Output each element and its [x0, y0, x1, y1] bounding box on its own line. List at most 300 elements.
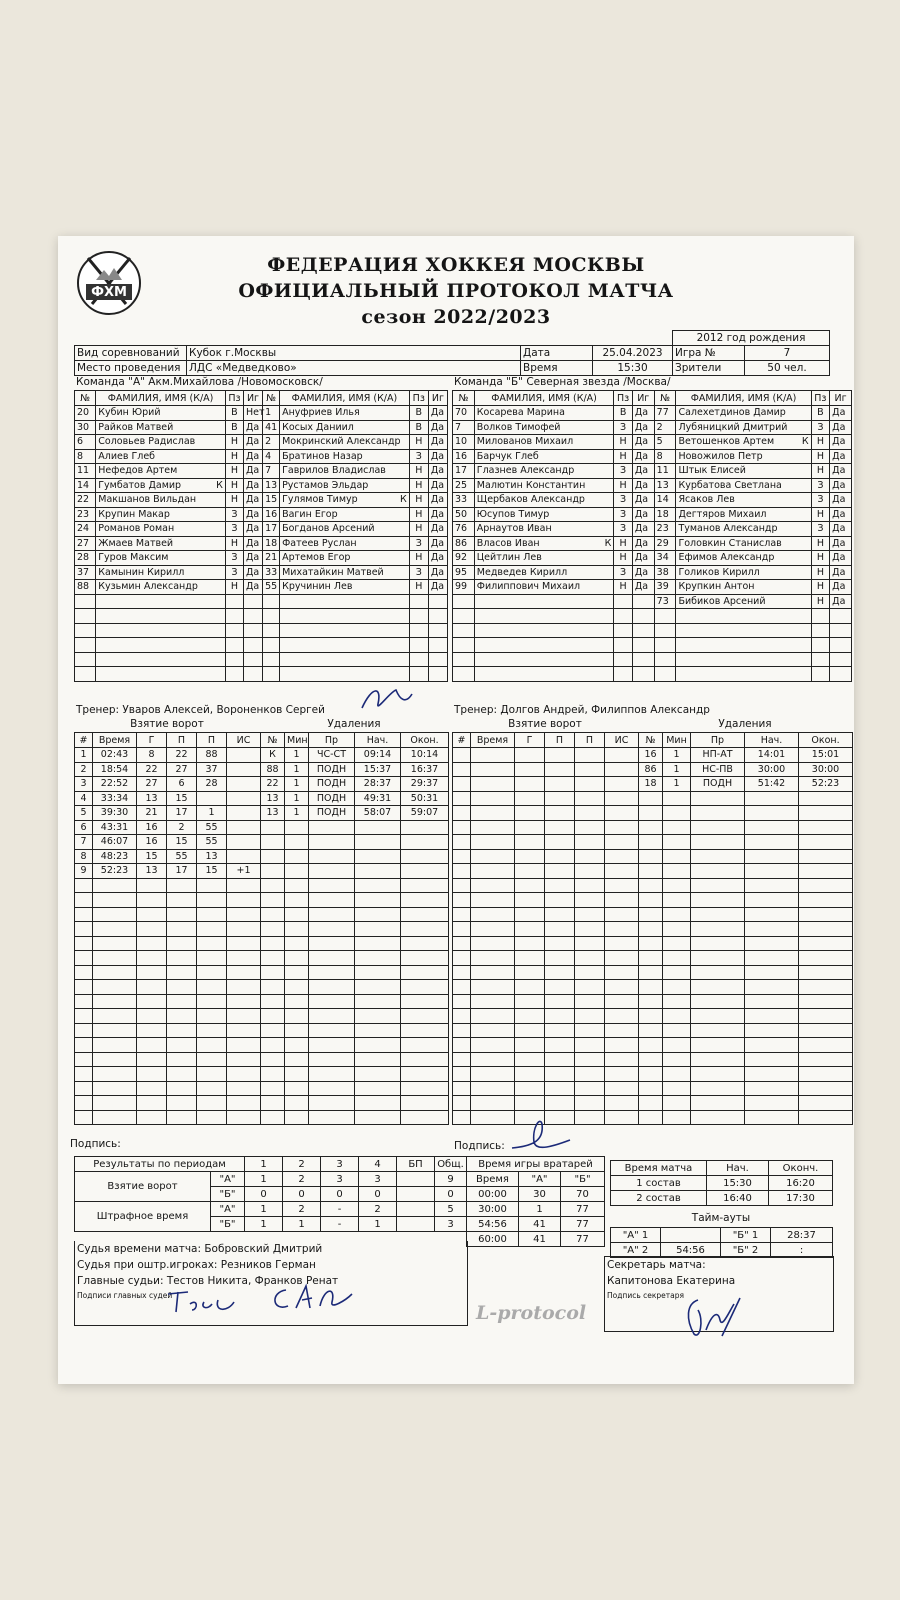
empty-cell: [691, 835, 745, 850]
player-name: Кубин Юрий: [96, 406, 226, 421]
empty-cell: [96, 667, 226, 682]
empty-cell: [663, 1067, 691, 1082]
roster-row: [75, 667, 448, 682]
table-cell: 50:31: [401, 791, 449, 806]
penalty-row: [639, 1009, 853, 1024]
empty-cell: [137, 907, 167, 922]
empty-cell: [515, 864, 545, 879]
empty-cell: [471, 748, 515, 763]
empty-cell: [285, 849, 309, 864]
penalty-row: [261, 980, 449, 995]
column-header: П: [167, 733, 197, 748]
empty-cell: [167, 1110, 197, 1125]
empty-cell: [605, 907, 639, 922]
player-name: Волков Тимофей: [474, 420, 614, 435]
roster-row: [453, 478, 852, 493]
empty-cell: [575, 791, 605, 806]
pos-header: Пз: [614, 391, 633, 406]
player-position: Н: [811, 536, 830, 551]
goal-row: [75, 762, 261, 777]
goal-row: [453, 806, 639, 821]
player-name: Милованов Михаил: [474, 435, 614, 450]
player-number: 13: [263, 478, 280, 493]
table-cell: 15: [167, 791, 197, 806]
empty-cell: [401, 1081, 449, 1096]
empty-cell: [799, 791, 853, 806]
empty-cell: [401, 965, 449, 980]
player-position: З: [614, 522, 633, 537]
player-played: Да: [428, 464, 447, 479]
goalie-cell: 00:00: [467, 1187, 519, 1202]
empty-cell: [261, 1052, 285, 1067]
player-number: 7: [263, 464, 280, 479]
roster-row: [453, 420, 852, 435]
penalty-row: [261, 1023, 449, 1038]
player-number: 6: [75, 435, 96, 450]
empty-cell: [261, 922, 285, 937]
empty-cell: [639, 965, 663, 980]
empty-cell: [401, 1009, 449, 1024]
player-number: 14: [75, 478, 96, 493]
empty-cell: [263, 594, 280, 609]
empty-cell: [197, 936, 227, 951]
empty-cell: [428, 667, 447, 682]
empty-cell: [453, 1023, 471, 1038]
player-position: З: [614, 420, 633, 435]
player-played: Да: [830, 594, 852, 609]
empty-cell: [691, 1110, 745, 1125]
empty-cell: [676, 667, 811, 682]
goalie-time-table: [466, 1156, 605, 1247]
empty-cell: [471, 1009, 515, 1024]
empty-cell: [799, 965, 853, 980]
empty-cell: [309, 1023, 355, 1038]
empty-cell: [75, 1096, 93, 1111]
empty-cell: [453, 748, 471, 763]
player-played: Да: [243, 507, 262, 522]
empty-cell: [401, 922, 449, 937]
empty-cell: [75, 1052, 93, 1067]
team-b-coach: Тренер: Долгов Андрей, Филиппов Александр: [454, 704, 710, 716]
goal-row: [75, 1110, 261, 1125]
empty-cell: [691, 791, 745, 806]
empty-cell: [96, 609, 226, 624]
empty-cell: [263, 652, 280, 667]
period-results-table: [74, 1156, 467, 1232]
empty-cell: [401, 1067, 449, 1082]
player-name: Туманов Александр: [676, 522, 811, 537]
empty-cell: [428, 609, 447, 624]
empty-cell: [745, 849, 799, 864]
secretary-signature: [678, 1290, 748, 1344]
empty-cell: [453, 965, 471, 980]
player-position: З: [811, 493, 830, 508]
goalie-cell: 54:56: [467, 1217, 519, 1232]
captain-mark: К: [216, 479, 223, 491]
empty-cell: [654, 609, 676, 624]
period-3-header: 3: [321, 1157, 359, 1172]
empty-cell: [137, 1009, 167, 1024]
empty-cell: [605, 878, 639, 893]
empty-cell: [515, 878, 545, 893]
empty-cell: [515, 1038, 545, 1053]
goal-row: [453, 1067, 639, 1082]
empty-cell: [285, 864, 309, 879]
empty-cell: [453, 878, 471, 893]
empty-cell: [575, 762, 605, 777]
period-1-header: 1: [245, 1157, 283, 1172]
player-position: З: [225, 565, 243, 580]
player-position: Н: [614, 551, 633, 566]
goalie-col: Время: [467, 1172, 519, 1187]
empty-cell: [167, 1009, 197, 1024]
player-position: Н: [409, 551, 428, 566]
player-number: 25: [453, 478, 475, 493]
table-cell: 16: [137, 820, 167, 835]
empty-cell: [471, 893, 515, 908]
empty-cell: [811, 638, 830, 653]
empty-cell: [309, 1009, 355, 1024]
empty-cell: [639, 878, 663, 893]
player-position: Н: [811, 507, 830, 522]
empty-cell: [227, 878, 261, 893]
penalty-row: [639, 835, 853, 850]
timeout-b-2-label: "Б" 2: [721, 1243, 771, 1258]
empty-cell: [453, 835, 471, 850]
empty-cell: [663, 965, 691, 980]
empty-cell: [93, 907, 137, 922]
goal-row: [75, 864, 261, 879]
empty-cell: [663, 980, 691, 995]
empty-cell: [309, 1067, 355, 1082]
empty-cell: [639, 994, 663, 1009]
empty-cell: [605, 951, 639, 966]
empty-cell: [474, 667, 614, 682]
empty-cell: [575, 893, 605, 908]
total-header: Общ.: [435, 1157, 467, 1172]
empty-cell: [285, 1096, 309, 1111]
empty-cell: [745, 1023, 799, 1038]
player-name: Фатеев Руслан: [280, 536, 410, 551]
player-played: Да: [428, 522, 447, 537]
empty-cell: [453, 1009, 471, 1024]
empty-cell: [830, 652, 852, 667]
table-cell: 28:37: [355, 777, 401, 792]
empty-cell: [691, 864, 745, 879]
column-header: Окон.: [401, 733, 449, 748]
penalty-row: [639, 748, 853, 763]
empty-cell: [167, 980, 197, 995]
player-position: Н: [225, 449, 243, 464]
table-cell: 22: [261, 777, 285, 792]
goal-row: [75, 936, 261, 951]
empty-cell: [285, 1067, 309, 1082]
main-referees: Главные судьи: Тестов Никита, Франков Ренат: [77, 1275, 339, 1287]
empty-cell: [691, 1023, 745, 1038]
player-name: Курбатова Светлана: [676, 478, 811, 493]
player-name: Макшанов Вильдан: [96, 493, 226, 508]
player-played: Да: [632, 435, 654, 450]
goalie-title: Время игры вратарей: [467, 1157, 605, 1172]
penalty-row: [639, 1110, 853, 1125]
player-played: Нет: [243, 406, 262, 421]
team-a-pens-table: [260, 732, 449, 1125]
player-played: Да: [243, 565, 262, 580]
empty-cell: [453, 806, 471, 821]
roster-row: [453, 522, 852, 537]
empty-cell: [197, 907, 227, 922]
empty-cell: [605, 835, 639, 850]
empty-cell: [243, 638, 262, 653]
empty-cell: [605, 936, 639, 951]
empty-cell: [261, 1023, 285, 1038]
empty-cell: [167, 922, 197, 937]
empty-cell: [137, 965, 167, 980]
empty-cell: [471, 762, 515, 777]
roster-row: [75, 464, 448, 479]
goal-row: [75, 994, 261, 1009]
empty-cell: [167, 994, 197, 1009]
empty-cell: [545, 1096, 575, 1111]
player-position: В: [225, 406, 243, 421]
captain-mark: К: [399, 494, 407, 506]
penalty-row: [639, 893, 853, 908]
secretary-name: Капитонова Екатерина: [607, 1275, 736, 1287]
player-played: Да: [243, 522, 262, 537]
empty-cell: [605, 806, 639, 821]
empty-cell: [93, 951, 137, 966]
player-played: Да: [830, 420, 852, 435]
empty-cell: [471, 878, 515, 893]
table-cell: 15:37: [355, 762, 401, 777]
empty-cell: [474, 652, 614, 667]
empty-cell: [575, 980, 605, 995]
empty-cell: [605, 1067, 639, 1082]
empty-cell: [261, 965, 285, 980]
table-cell: ЧС-СТ: [309, 748, 355, 763]
player-number: 30: [75, 420, 96, 435]
table-cell: 55: [197, 835, 227, 850]
goal-row: [453, 922, 639, 937]
team-a-label: "А": [211, 1202, 245, 1217]
roster-row: [453, 406, 852, 421]
goal-row: [75, 849, 261, 864]
empty-cell: [309, 1038, 355, 1053]
goalie-row: [467, 1187, 605, 1202]
empty-cell: [261, 1009, 285, 1024]
played-header: Иг: [632, 391, 654, 406]
table-cell: 1: [663, 777, 691, 792]
player-name: Головкин Станислав: [676, 536, 811, 551]
player-number: 11: [75, 464, 96, 479]
empty-cell: [632, 638, 654, 653]
empty-cell: [167, 1038, 197, 1053]
goal-row: [75, 835, 261, 850]
results-title: Результаты по периодам: [75, 1157, 245, 1172]
empty-cell: [285, 1052, 309, 1067]
table-cell: 30:00: [745, 762, 799, 777]
table-cell: 27: [167, 762, 197, 777]
roster-row: [453, 667, 852, 682]
empty-cell: [639, 980, 663, 995]
roster-row: [453, 435, 852, 450]
shift-end: 17:30: [769, 1191, 833, 1206]
empty-cell: [515, 791, 545, 806]
empty-cell: [355, 1096, 401, 1111]
empty-cell: [545, 835, 575, 850]
player-number: 77: [654, 406, 676, 421]
empty-cell: [355, 922, 401, 937]
goalie-cell: 77: [561, 1202, 605, 1217]
empty-cell: [811, 623, 830, 638]
player-name: Ануфриев Илья: [280, 406, 410, 421]
penalty-row: [261, 965, 449, 980]
penalty-row: [261, 1052, 449, 1067]
shift-start: 16:40: [707, 1191, 769, 1206]
empty-cell: [474, 609, 614, 624]
empty-cell: [745, 893, 799, 908]
penalty-row: [639, 878, 853, 893]
team-b-sign-label: Подпись:: [454, 1140, 505, 1152]
empty-cell: [614, 667, 633, 682]
penalty-row: [639, 806, 853, 821]
player-number: 29: [654, 536, 676, 551]
player-position: Н: [614, 536, 633, 551]
player-number: 23: [75, 507, 96, 522]
timeout-b-1-time: 28:37: [771, 1228, 833, 1243]
table-cell: 15: [167, 835, 197, 850]
empty-cell: [227, 1052, 261, 1067]
team-b-goals-table: [452, 732, 639, 1125]
empty-cell: [93, 1110, 137, 1125]
empty-cell: [515, 1081, 545, 1096]
empty-cell: [614, 638, 633, 653]
goals-a-cell: 3: [359, 1172, 397, 1187]
goals-b-cell: 0: [359, 1187, 397, 1202]
empty-cell: [663, 1009, 691, 1024]
empty-cell: [605, 762, 639, 777]
empty-cell: [280, 638, 410, 653]
empty-cell: [167, 951, 197, 966]
player-number: 34: [654, 551, 676, 566]
player-name: Ветошенков Артем К: [676, 435, 811, 450]
player-played: Да: [632, 493, 654, 508]
empty-cell: [401, 820, 449, 835]
empty-cell: [575, 806, 605, 821]
referees-sign-label: Подписи главных судей: [77, 1291, 173, 1300]
empty-cell: [639, 1023, 663, 1038]
goal-row: [453, 951, 639, 966]
empty-cell: [309, 965, 355, 980]
player-name: Мокринский Александр: [280, 435, 410, 450]
column-header: Г: [515, 733, 545, 748]
table-cell: 16: [639, 748, 663, 763]
empty-cell: [197, 878, 227, 893]
player-played: Да: [830, 493, 852, 508]
goal-row: [75, 748, 261, 763]
date-value: 25.04.2023: [593, 346, 673, 361]
empty-cell: [745, 1067, 799, 1082]
empty-cell: [453, 994, 471, 1009]
empty-cell: [75, 652, 96, 667]
empty-cell: [691, 994, 745, 1009]
player-name: Алиев Глеб: [96, 449, 226, 464]
empty-cell: [545, 907, 575, 922]
empty-cell: [167, 893, 197, 908]
table-cell: ПОДН: [309, 762, 355, 777]
player-position: Н: [225, 580, 243, 595]
empty-cell: [93, 1067, 137, 1082]
empty-cell: [545, 849, 575, 864]
player-number: 10: [453, 435, 475, 450]
empty-cell: [137, 1052, 167, 1067]
player-number: 21: [263, 551, 280, 566]
empty-cell: [799, 922, 853, 937]
empty-cell: [575, 1096, 605, 1111]
player-played: Да: [632, 522, 654, 537]
empty-cell: [575, 1081, 605, 1096]
empty-cell: [575, 864, 605, 879]
roster-row: [75, 565, 448, 580]
player-number: 13: [654, 478, 676, 493]
empty-cell: [428, 623, 447, 638]
empty-cell: [401, 1110, 449, 1125]
empty-cell: [654, 623, 676, 638]
empty-cell: [355, 1009, 401, 1024]
player-number: 22: [75, 493, 96, 508]
empty-cell: [197, 951, 227, 966]
empty-cell: [745, 878, 799, 893]
empty-cell: [355, 835, 401, 850]
empty-cell: [227, 965, 261, 980]
goalie-cell: 30:00: [467, 1202, 519, 1217]
empty-cell: [605, 1110, 639, 1125]
table-cell: 1: [663, 748, 691, 763]
empty-cell: [676, 652, 811, 667]
empty-cell: [453, 893, 471, 908]
player-position: Н: [409, 478, 428, 493]
table-cell: 43:31: [93, 820, 137, 835]
empty-cell: [605, 1038, 639, 1053]
player-played: Да: [243, 536, 262, 551]
player-position: Н: [409, 580, 428, 595]
player-name: Косых Даниил: [280, 420, 410, 435]
empty-cell: [355, 1067, 401, 1082]
empty-cell: [799, 1067, 853, 1082]
roster-row: [75, 435, 448, 450]
table-cell: 39:30: [93, 806, 137, 821]
player-name: Кручинин Лев: [280, 580, 410, 595]
empty-cell: [93, 994, 137, 1009]
empty-cell: [75, 667, 96, 682]
goal-row: [75, 1052, 261, 1067]
empty-cell: [471, 835, 515, 850]
empty-cell: [545, 806, 575, 821]
empty-cell: [401, 907, 449, 922]
empty-cell: [93, 893, 137, 908]
empty-cell: [605, 1052, 639, 1067]
empty-cell: [75, 609, 96, 624]
table-cell: [227, 777, 261, 792]
empty-cell: [799, 1110, 853, 1125]
player-name: Цейтлин Лев: [474, 551, 614, 566]
empty-cell: [545, 936, 575, 951]
played-header: Иг: [830, 391, 852, 406]
empty-cell: [663, 791, 691, 806]
empty-cell: [745, 994, 799, 1009]
empty-cell: [401, 1023, 449, 1038]
empty-cell: [639, 1081, 663, 1096]
